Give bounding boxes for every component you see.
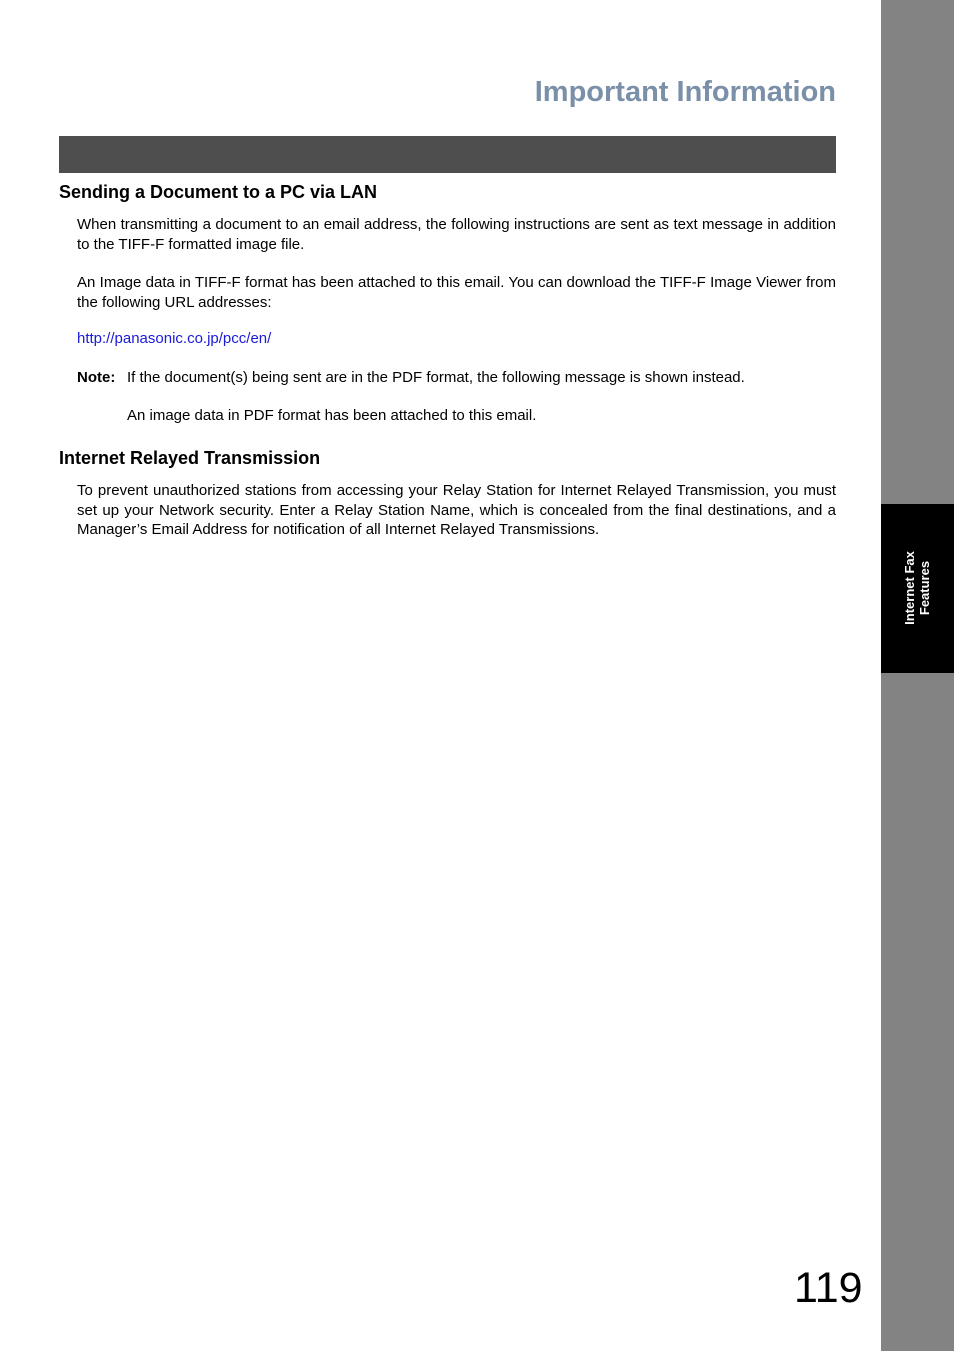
sending-paragraph-1: When transmitting a document to an email address, the following instructions are sent as text message in addition to the TIFF-F formatted image file. [77,216,836,253]
note-text: If the document(s) being sent are in the PDF format, the following message is shown instead. [127,369,745,386]
viewer-url-link[interactable]: http://panasonic.co.jp/pcc/en/ [77,330,272,347]
section-heading-relayed: Internet Relayed Transmission [59,448,321,468]
note [77,369,745,386]
side-tab-label-line1: Internet Fax [902,551,917,625]
title-bar [59,136,836,173]
side-tab-label-line2: Features [917,560,932,616]
page-title: Important Information [534,76,836,108]
section-heading-sending: Sending a Document to a PC via LAN [59,182,378,202]
note-label: Note: [77,369,116,386]
side-tab-label [902,551,932,625]
side-bar [881,0,954,1351]
note-pdf-message: An image data in PDF format has been attached to this email. [127,407,537,424]
sending-paragraph-2: An Image data in TIFF-F format has been attached to this email. You can download the TIFF-F Image Viewer from the following URL addresses: [77,274,836,311]
relayed-paragraph-1: To prevent unauthorized stations from accessing your Relay Station for Internet Relayed Transmission, you must set up your Network security. Enter a Relay Station Name, which is concealed from the final destinations, and a Manager’s Email Address for notification of all Internet Relayed Transmissions. [77,482,836,538]
page-number: 119 [794,1264,863,1312]
